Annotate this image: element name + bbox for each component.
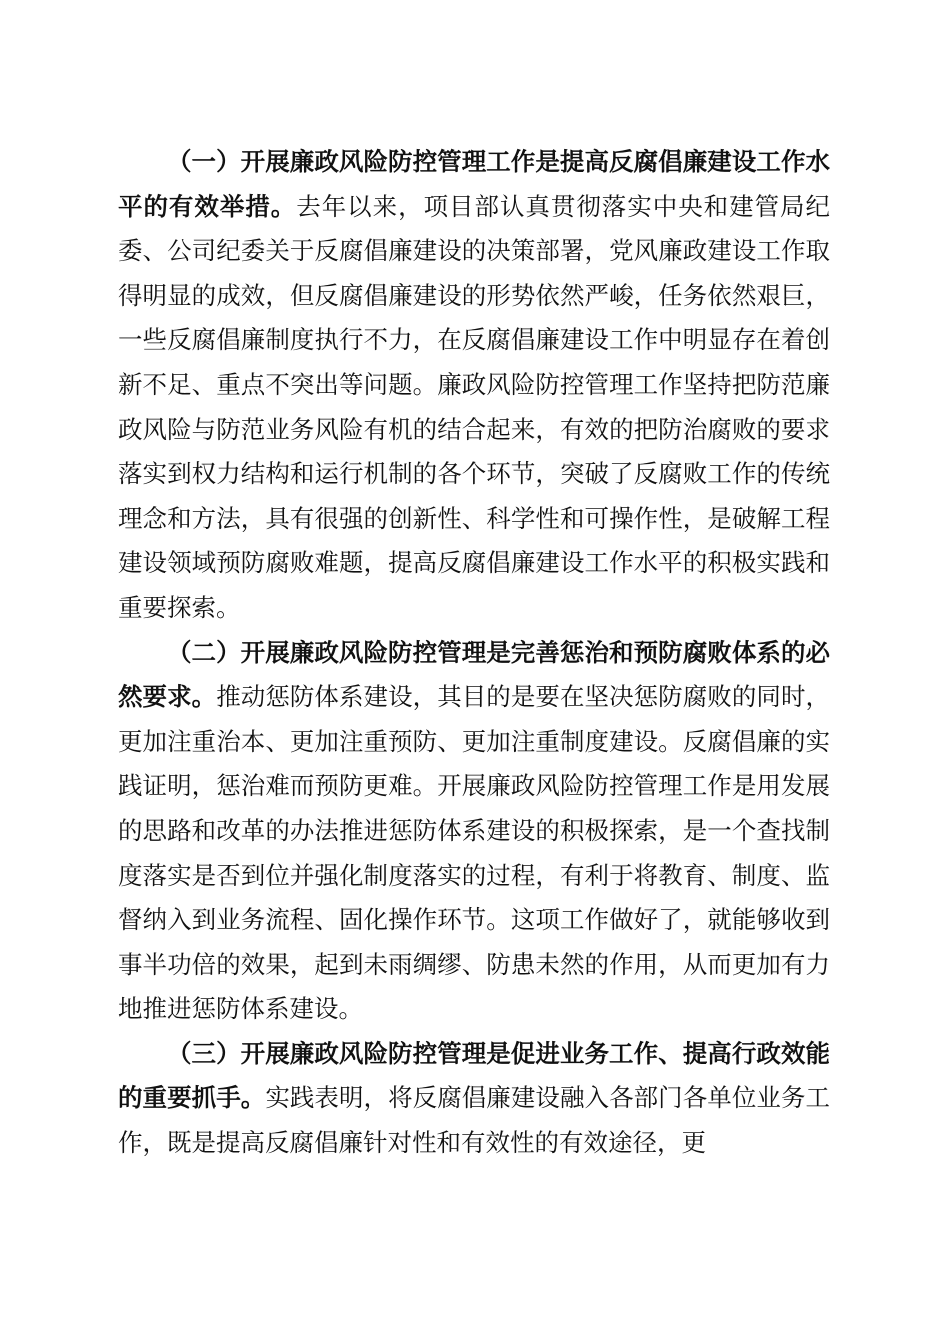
document-body	[118, 140, 830, 1166]
paragraph-1-text: 去年以来，项目部认真贯彻落实中央和建管局纪委、公司纪委关于反腐倡廉建设的决策部署，党风廉政建设工作取得明显的成效，但反腐倡廉建设的形势依然严峻，任务依然艰巨，一些反腐倡廉制度执行不力，在反腐倡廉建设工作中明显存在着创新不足、重点不突出等问题。廉政风险防控管理工作坚持把防范廉政风险与防范业务风险有机的结合起来，有效的把防治腐败的要求落实到权力结构和运行机制的各个环节，突破了反腐败工作的传统理念和方法，具有很强的创新性、科学性和可操作性，是破解工程建设领域预防腐败难题，提高反腐倡廉建设工作水平的积极实践和重要探索。	[118, 191, 831, 622]
paragraph-2-text: 推动惩防体系建设，其目的是要在坚决惩防腐败的同时，更加注重治本、更加注重预防、更加注重制度建设。反腐倡廉的实践证明，惩治难而预防更难。开展廉政风险防控管理工作是用发展的思路和改革的办法推进惩防体系建设的积极探索，是一个查找制度落实是否到位并强化制度落实的过程，有利于将教育、制度、监督纳入到业务流程、固化操作环节。这项工作做好了，就能够收到事半功倍的效果，起到未雨绸缪、防患未然的作用，从而更加有力地推进惩防体系建设。	[118, 682, 831, 1024]
paragraph-3-text: 实践表明，将反腐倡廉建设融入各部门各单位业务工作，既是提高反腐倡廉针对性和有效性的有效途径，更	[118, 1083, 831, 1158]
paragraph-3-heading: （三）开展廉政风险防控管理是促进业务工作、提高行政效能的重要抓手。	[118, 1038, 830, 1113]
paragraph-1	[118, 140, 830, 631]
paragraph-1-heading: （一）开展廉政风险防控管理工作是提高反腐倡廉建设工作水平的有效举措。	[118, 147, 830, 221]
paragraph-3	[118, 1032, 830, 1166]
paragraph-2	[118, 631, 830, 1032]
paragraph-2-heading: （二）开展廉政风险防控管理是完善惩治和预防腐败体系的必然要求。	[118, 637, 830, 712]
